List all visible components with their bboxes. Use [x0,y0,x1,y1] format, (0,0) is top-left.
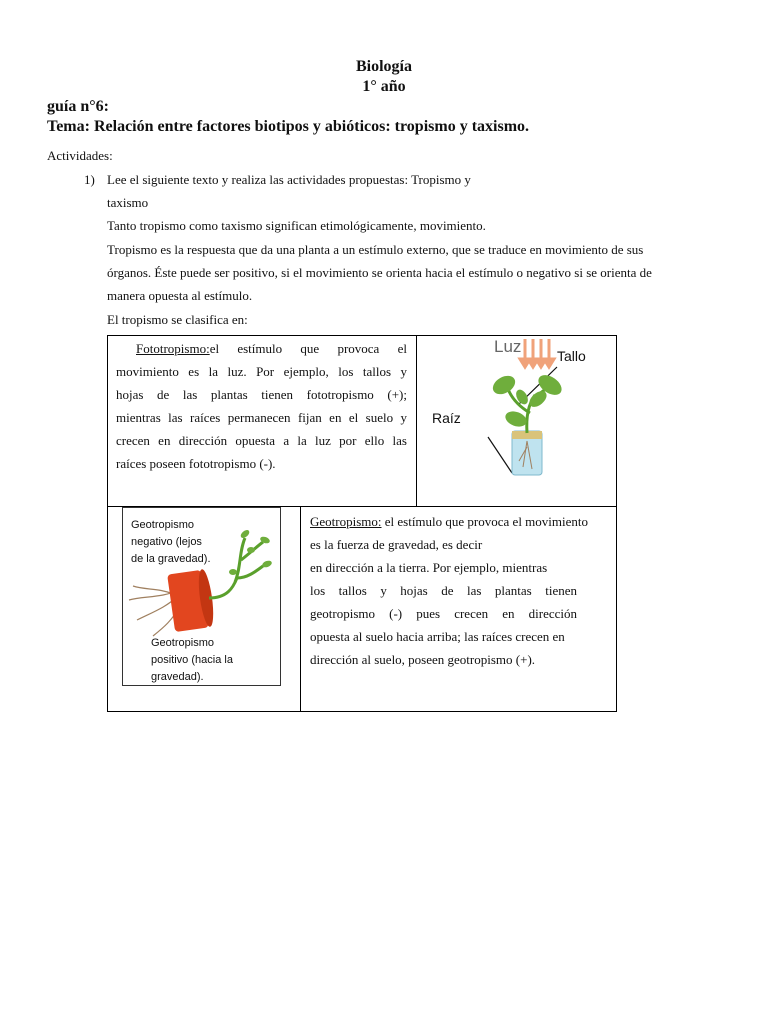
stem-label: Tallo [557,348,586,364]
negative-geotropism-label-2: negativo (lejos [131,536,202,548]
activities-label: Actividades: [47,148,113,163]
geotropism-line-7: dirección al suelo, poseen geotropismo (+). [310,652,536,667]
light-arrows [520,339,554,367]
paragraph-definition: Tanto tropismo como taxismo significan etimológicamente, movimiento. [107,218,486,233]
guide-number: guía n°6: [47,98,109,115]
phototropism-line-5: crecen en dirección opuesta a la luz por ello las [116,433,407,448]
stems [209,538,263,598]
phototropism-line-4: mientras las raíces permanecen fijan en el suelo y [116,410,407,425]
subject-title: Biología [355,58,412,75]
root-label: Raíz [432,410,461,426]
geotropism-line-1: Geotropismo: el estímulo que provoca el movimiento [310,514,589,529]
phototropism-cell [116,340,407,478]
paragraph-tropism-1: Tropismo es la respuesta que da una planta a un estímulo externo, que se traduce en movimiento de sus [107,242,644,257]
geotropism-image-frame [122,507,281,686]
test-tube [512,431,542,475]
phototropism-term: Fototropismo: [136,341,210,356]
paragraph-tropism-2: órganos. Éste puede ser positivo, si el movimiento se orienta hacia el estímulo o negativo si se orienta de [107,265,652,280]
geotropism-line-3: en dirección a la tierra. Por ejemplo, mientras [310,560,548,575]
phototropism-line-3: hojas de las plantas tienen fototropismo (+); [116,387,407,402]
positive-geotropism-label-3: gravedad). [151,671,204,683]
paragraph-tropism-3: manera opuesta al estímulo. [107,288,253,303]
item-line-2: taxismo [107,195,149,210]
year-title: 1° año [362,78,406,95]
classification-intro: El tropismo se clasifica en: [107,312,248,327]
geotropism-line-6: opuesta al suelo hacia arriba; las raíces crecen en [310,629,565,644]
phototropism-line-2: movimiento es la luz. Por ejemplo, los tallos y [116,364,407,379]
flower-pot [167,568,216,632]
phototropism-line-6: raíces poseen fototropismo (-). [116,456,276,471]
geotropism-cell [310,513,612,674]
geotropism-line-2: es la fuerza de gravedad, es decir [310,537,483,552]
geotropism-line-5: geotropismo (-) pues crecen en dirección [310,606,577,621]
item-number: 1) [84,172,95,187]
negative-geotropism-label-3: de la gravedad). [131,553,211,565]
topic-title: Tema: Relación entre factores biotipos y abióticos: tropismo y taxismo. [47,118,530,135]
geotropism-term: Geotropismo: [310,514,382,529]
positive-geotropism-label-1: Geotropismo [151,637,214,649]
light-label: Luz [494,337,522,356]
item-line-1: Lee el siguiente texto y realiza las actividades propuestas: Tropismo y [107,172,471,187]
positive-geotropism-label-2: positivo (hacia la [151,654,233,666]
phototropism-line-1: Fototropismo:el estímulo que provoca el [136,341,407,356]
negative-geotropism-label-1: Geotropismo [131,519,194,531]
phototropism-plant-image [420,337,614,477]
root-pointer [488,437,512,473]
geotropism-plant-image [123,508,280,685]
leaves [229,528,273,575]
geotropism-line-4: los tallos y hojas de las plantas tienen [310,583,577,598]
